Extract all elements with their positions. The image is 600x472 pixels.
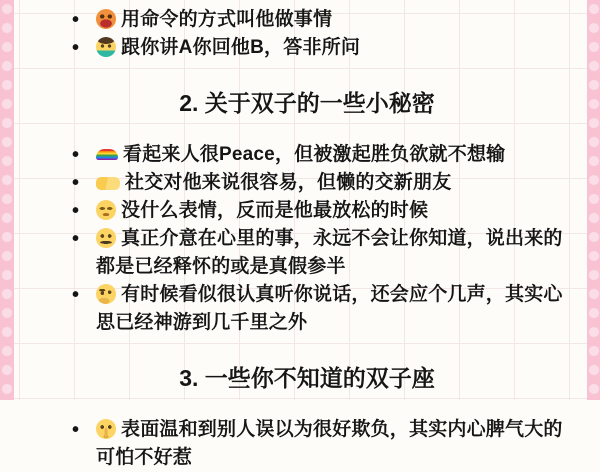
bullet-body (96, 225, 564, 281)
bullet-text: 跟你讲A你回他B，答非所问 (121, 37, 361, 58)
bullet-text: 没什么表情，反而是他最放松的时候 (121, 200, 429, 221)
list-item (70, 416, 564, 472)
man-shrugging-emoji (96, 37, 116, 57)
relieved-face-emoji (96, 200, 116, 220)
bullet-dot: • (72, 172, 80, 194)
bullet-body (96, 416, 564, 472)
zipper-mouth-face-emoji (96, 228, 116, 248)
bullet-body (96, 169, 564, 197)
section-heading: 3. 一些你不知道的双子座 (179, 365, 435, 391)
bullet-text: 真正介意在心里的事，永远不会让你知道，说出来的都是已经释怀的或是真假参半 (96, 228, 563, 277)
left-border-decor (0, 0, 14, 400)
section-heading: 2. 关于双子的一些小秘密 (179, 90, 435, 116)
bullet-dot: • (72, 284, 80, 306)
bullet-dot: • (72, 228, 80, 250)
list-item (70, 34, 564, 62)
bullet-body (96, 197, 564, 225)
cursing-face-emoji (96, 9, 116, 29)
bullet-text: 看起来人很Peace，但被激起胜负欲就不想输 (123, 144, 506, 165)
bullet-dot: • (72, 37, 80, 59)
bullet-dot: • (72, 9, 80, 31)
bullet-text: 表面温和到别人误以为很好欺负，其实内心脾气大的可怕不好惹 (96, 419, 563, 468)
list-item (70, 6, 564, 34)
list-item (70, 141, 564, 169)
bullet-body (96, 6, 564, 34)
rainbow-emoji (96, 149, 118, 160)
bullet-body (96, 281, 564, 337)
list-item (70, 281, 564, 337)
list-item (70, 197, 564, 225)
right-border-decor (587, 0, 600, 400)
bullet-body (96, 141, 564, 169)
bullet-dot: • (72, 200, 80, 222)
bullet-text: 社交对他来说很容易，但懒的交新朋友 (125, 172, 452, 193)
list-item (70, 169, 564, 197)
bullet-dot: • (72, 144, 80, 166)
bullet-body (96, 34, 564, 62)
bullet-text: 有时候看似很认真听你说话，还会应个几声，其实心思已经神游到几千里之外 (96, 284, 563, 333)
list-item (70, 225, 564, 281)
shushing-face-emoji (96, 419, 116, 439)
bullet-dot: • (72, 419, 80, 441)
bullet-text: 用命令的方式叫他做事情 (121, 9, 333, 30)
thinking-face-emoji (96, 284, 116, 304)
handshake-emoji (96, 177, 120, 190)
